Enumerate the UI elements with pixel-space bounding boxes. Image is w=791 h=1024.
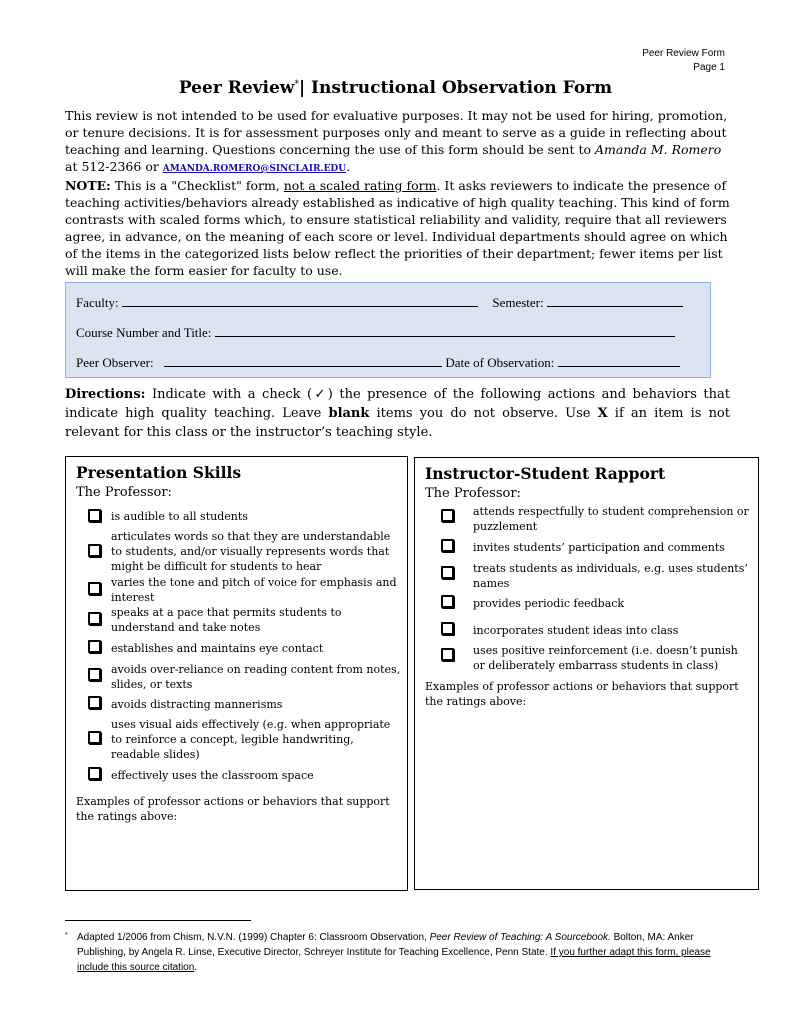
presentation-subheading: The Professor: (76, 485, 172, 500)
intro-text: This review is not intended to be used for evaluative purposes. It may not be used for hiring, promotion, or tenure decisions. It is for assessment purposes only and meant to serve as a guide in reflecting about teaching and learning. Questions concerning the use of this form should be sent to (65, 108, 728, 157)
checkbox-rapport-6[interactable] (441, 648, 454, 661)
presentation-item: varies the tone and pitch of voice for emphasis and interest (111, 576, 397, 604)
note-text: This is a "Checklist" form, (110, 178, 284, 193)
checkbox-presentation-7[interactable] (88, 696, 101, 709)
note-paragraph (65, 178, 730, 279)
checkbox-rapport-5[interactable] (441, 622, 454, 635)
checkbox-presentation-2[interactable] (88, 544, 101, 557)
rapport-subheading: The Professor: (425, 486, 521, 501)
presentation-item: uses visual aids effectively (e.g. when appropriate to reinforce a concept, legible handwriting, readable slides) (111, 718, 391, 761)
rapport-item: uses positive reinforcement (i.e. doesn’t punish or deliberately embarrass students in class) (473, 644, 738, 672)
rapport-examples-label: Examples of professor actions or behaviors that support the ratings above: (425, 680, 739, 708)
presentation-item: establishes and maintains eye contact (111, 642, 324, 655)
presentation-item: effectively uses the classroom space (111, 769, 314, 782)
observation-info-box (65, 282, 711, 378)
footnote-mark: * (65, 932, 68, 939)
intro-paragraph (65, 107, 730, 178)
date-field[interactable] (558, 354, 680, 367)
page-title (0, 78, 791, 98)
observer-label: Peer Observer: (76, 355, 154, 370)
footnote-divider (65, 920, 251, 921)
presentation-heading: Presentation Skills (76, 463, 242, 482)
title-footnote-mark: * (294, 79, 299, 90)
directions-x: X (597, 406, 608, 421)
header-page-number: Page 1 (693, 62, 725, 73)
presentation-item: articulates words so that they are understandable to students, and/or visually represents words that might be difficult for students to hear (111, 530, 391, 573)
semester-field[interactable] (547, 294, 683, 307)
intro-text-2: at 512-2366 or (65, 159, 163, 174)
faculty-row (76, 294, 683, 311)
checkbox-presentation-1[interactable] (88, 509, 101, 522)
checkbox-rapport-1[interactable] (441, 509, 454, 522)
title-rest: | Instructional Observation Form (298, 78, 613, 98)
footnote-text-2: Bolton, MA: Anker Publishing, by Angela R. Linse, Executive Director, Schreyer Institute for Teaching Excellence, Penn State. (77, 932, 694, 958)
instructor-student-rapport-panel (414, 457, 759, 890)
presentation-item: avoids over-reliance on reading content from notes, slides, or texts (111, 663, 401, 691)
footnote-book-title: Peer Review of Teaching: A Sourcebook. (429, 932, 611, 943)
rapport-item: invites students’ participation and comments (473, 541, 725, 554)
rapport-item: attends respectfully to student comprehension or puzzlement (473, 505, 749, 533)
faculty-field[interactable] (122, 294, 478, 307)
directions-text: Indicate with a check (✓) the presence of the following actions and behaviors that indicate high quality teaching. Leave (65, 387, 730, 421)
presentation-examples-label: Examples of professor actions or behaviors that support the ratings above: (76, 795, 390, 823)
course-field[interactable] (215, 324, 675, 337)
checkbox-presentation-4[interactable] (88, 612, 101, 625)
contact-name: Amanda M. Romero (595, 142, 722, 157)
footnote-underlined: If you further adapt this form, please include this source citation (77, 947, 711, 973)
rapport-item: incorporates student ideas into class (473, 624, 679, 637)
presentation-examples-area[interactable] (76, 827, 396, 882)
email-link[interactable]: AMANDA.ROMERO@SINCLAIR.EDU (162, 164, 347, 174)
checkbox-rapport-2[interactable] (441, 539, 454, 552)
directions-paragraph (65, 385, 730, 442)
faculty-label: Faculty: (76, 295, 119, 310)
directions-label: Directions: (65, 387, 146, 402)
directions-text-2: items you do not observe. Use (369, 406, 598, 421)
rapport-heading: Instructor-Student Rapport (425, 464, 666, 483)
checkbox-rapport-4[interactable] (441, 595, 454, 608)
semester-label: Semester: (492, 295, 544, 310)
rapport-item: treats students as individuals, e.g. uses students’ names (473, 562, 748, 590)
presentation-item: is audible to all students (111, 510, 248, 523)
intro-text-3: . (346, 159, 351, 174)
note-underlined: not a scaled rating form (283, 178, 437, 193)
checkbox-presentation-3[interactable] (88, 582, 101, 595)
checkbox-presentation-6[interactable] (88, 668, 101, 681)
checkbox-presentation-9[interactable] (88, 767, 101, 780)
course-label: Course Number and Title: (76, 325, 212, 340)
presentation-skills-panel (65, 456, 408, 891)
footnote (65, 930, 740, 975)
note-text-2: . It asks reviewers to indicate the presence of teaching activities/behaviors already established as indicative of high quality teaching. This kind of form contrasts with scaled forms which, to ensure statistical reliability and validity, require that all reviewers agree, in advance, on the meaning of each score or level. Individual departments should agree on which of the items in the categorized lists below reflect the priorities of their department; fewer items per list will make the form easier for faculty to use. (65, 178, 730, 278)
directions-blank: blank (328, 406, 370, 421)
checkbox-presentation-5[interactable] (88, 640, 101, 653)
page-header (642, 47, 725, 75)
observer-row (76, 354, 680, 371)
date-label: Date of Observation: (445, 355, 555, 370)
note-label: NOTE: (65, 178, 111, 193)
header-form-name: Peer Review Form (642, 48, 725, 59)
rapport-item: provides periodic feedback (473, 597, 625, 610)
observer-field[interactable] (164, 354, 442, 367)
title-main: Peer Review (178, 78, 295, 98)
checkbox-presentation-8[interactable] (88, 731, 101, 744)
footnote-text-3: . (194, 962, 198, 973)
presentation-item: avoids distracting mannerisms (111, 698, 283, 711)
footnote-text: Adapted 1/2006 from Chism, N.V.N. (1999) Chapter 6: Classroom Observation, (77, 932, 430, 943)
rapport-examples-area[interactable] (425, 713, 745, 878)
checkbox-rapport-3[interactable] (441, 566, 454, 579)
presentation-item: speaks at a pace that permits students to understand and take notes (111, 606, 342, 634)
directions-text-3: if an item is not relevant for this class or the instructor’s teaching style. (65, 406, 730, 440)
course-row (76, 324, 675, 341)
